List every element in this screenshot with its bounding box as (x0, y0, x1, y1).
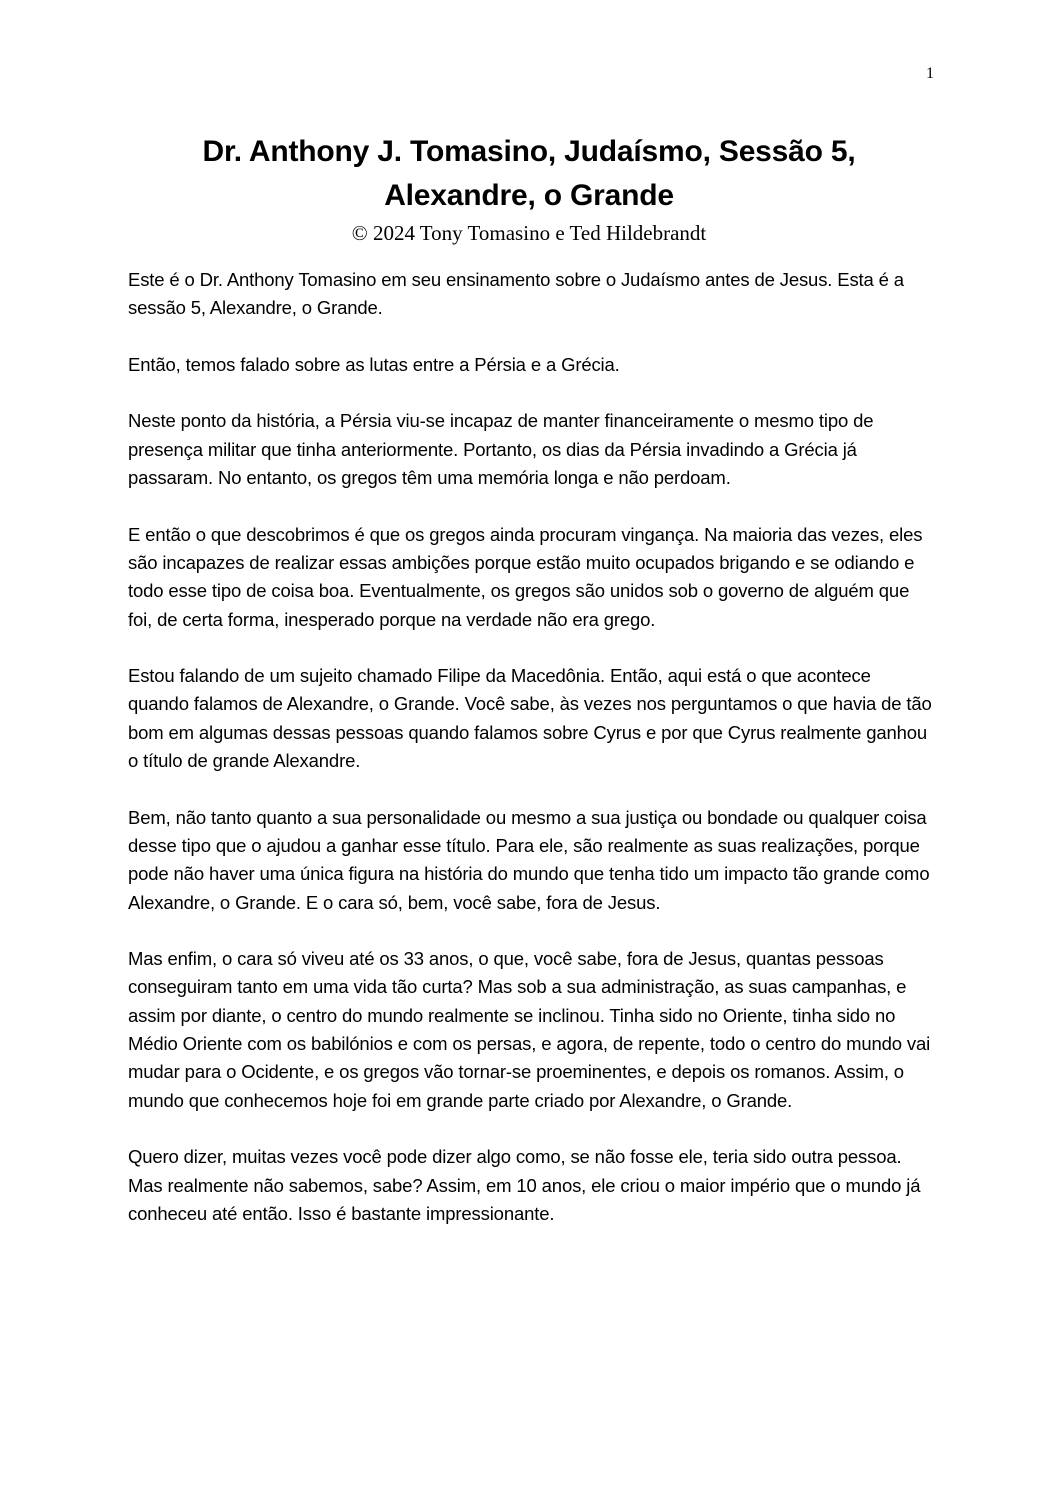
paragraph: E então o que descobrimos é que os gregos ainda procuram vingança. Na maioria das vezes, eles são incapazes de realizar essas ambições porque estão muito ocupados brigando e se odiando e todo esse tipo de coisa boa. Eventualmente, os gregos são unidos sob o governo de alguém que foi, de certa forma, inesperado porque na verdade não era grego. (128, 523, 923, 630)
paragraph: Neste ponto da história, a Pérsia viu-se incapaz de manter financeiramente o mesmo tipo de presença militar que tinha anteriormente. Portanto, os dias da Pérsia invadindo a Grécia já passaram. No entanto, os gregos têm uma memória longa e não perdoam. (128, 410, 874, 489)
paragraph: Este é o Dr. Anthony Tomasino em seu ensinamento sobre o Judaísmo antes de Jesus. Esta é a sessão 5, Alexandre, o Grande. (128, 269, 904, 319)
document-title (100, 130, 958, 218)
paragraph: Bem, não tanto quanto a sua personalidade ou mesmo a sua justiça ou bondade ou qualquer coisa desse tipo que o ajudou a ganhar esse título. Para ele, são realmente as suas realizações, porque pode não haver uma única figura na história do mundo que tenha tido um impacto tão grande como Alexandre, o Grande. E o cara só, bem, você sabe, fora de Jesus. (128, 806, 930, 913)
paragraph: Estou falando de um sujeito chamado Filipe da Macedônia. Então, aqui está o que acontece quando falamos de Alexandre, o Grande. Você sabe, às vezes nos perguntamos o que havia de tão bom em algumas dessas pessoas quando falamos sobre Cyrus e por que Cyrus realmente ganhou o título de grande Alexandre. (128, 665, 932, 772)
document-body (128, 266, 936, 1256)
title-line-1: Dr. Anthony J. Tomasino, Judaísmo, Sessão 5, (202, 135, 856, 168)
paragraph: Mas enfim, o cara só viveu até os 33 anos, o que, você sabe, fora de Jesus, quantas pessoas conseguiram tanto em uma vida tão curta? Mas sob a sua administração, as suas campanhas, e assim por diante, o centro do mundo realmente se inclinou. Tinha sido no Oriente, tinha sido no Médio Oriente com os babilónios e com os persas, e agora, de repente, todo o centro do mundo vai mudar para o Ocidente, e os gregos vão tornar-se proeminentes, e depois os romanos. Assim, o mundo que conhecemos hoje foi em grande parte criado por Alexandre, o Grande. (128, 948, 931, 1111)
paragraph: Então, temos falado sobre as lutas entre a Pérsia e a Grécia. (128, 353, 620, 375)
paragraph: Quero dizer, muitas vezes você pode dizer algo como, se não fosse ele, teria sido outra pessoa. Mas realmente não sabemos, sabe? Assim, em 10 anos, ele criou o maior império que o mundo já conheceu até então. Isso é bastante impressionante. (128, 1146, 921, 1224)
title-line-2: Alexandre, o Grande (384, 179, 674, 212)
document-header (100, 130, 958, 246)
page-number: 1 (926, 65, 934, 82)
copyright-line: © 2024 Tony Tomasino e Ted Hildebrandt (351, 221, 707, 245)
